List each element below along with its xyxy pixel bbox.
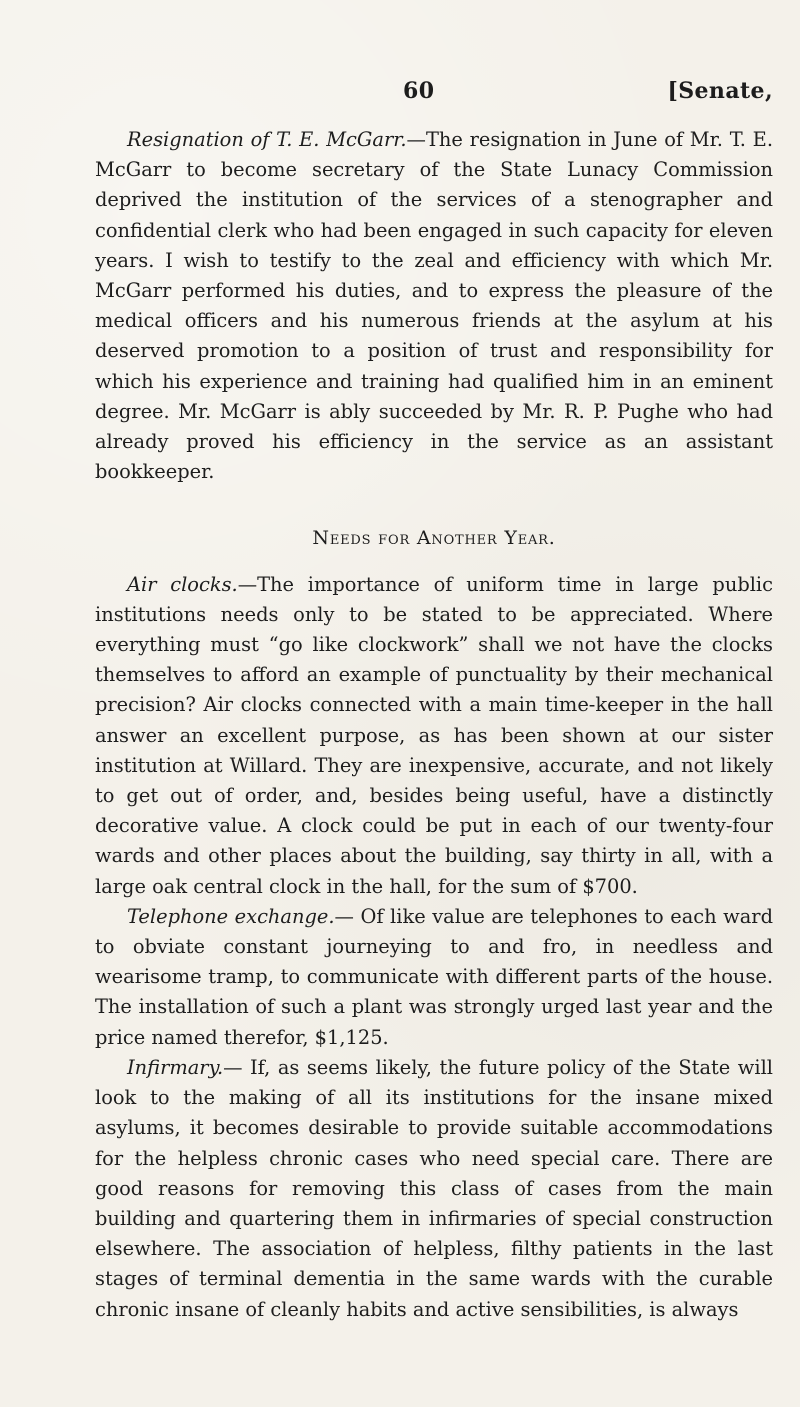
section-heading: Needs for Another Year. bbox=[312, 527, 556, 550]
page-number: 60 bbox=[403, 78, 435, 104]
running-head: [Senate, bbox=[667, 78, 773, 104]
paragraph-air-clocks bbox=[95, 570, 773, 902]
paragraph-text: — Of like value are telephones to each ward to obviate constant journeying to and fro, in needless and wearisome tramp, to communicate with different parts of the house. The installation of such a plant was strongly urged last year and the price named therefor, $1,125. bbox=[95, 904, 773, 1049]
document-body bbox=[95, 125, 773, 1325]
paragraph-title: Infirmary. bbox=[127, 1055, 224, 1079]
paragraph-title: Telephone exchange. bbox=[127, 904, 335, 928]
page-header bbox=[95, 78, 773, 112]
paragraph-title: Air clocks. bbox=[127, 572, 238, 596]
paragraph-infirmary bbox=[95, 1053, 773, 1325]
paragraph-telephone-exchange bbox=[95, 902, 773, 1053]
paragraph-title: Resignation of T. E. McGarr. bbox=[127, 128, 407, 151]
paragraph-text: — If, as seems likely, the future policy of the State will look to the making of all its institutions for the insane mixed asylums, it becomes desirable to provide suitable accommodations for the helpless chronic cases who need special care. There are good reasons for removing this class of cases from the main building and quartering them in infirmaries of special construction elsewhere. The association of helpless, filthy patients in the last stages of terminal dementia in the same wards with the curable chronic insane of cleanly habits and active sensibilities, is always bbox=[95, 1055, 773, 1321]
paragraph-text: —The resignation in June of Mr. T. E. McGarr to become secretary of the State Lunacy Commission deprived the institution of the services of a stenographer and confidential clerk who had been engaged in such capacity for eleven years. I wish to testify to the zeal and efficiency with which Mr. McGarr performed his duties, and to express the pleasure of the medical officers and his numerous friends at the asylum at his deserved promotion to a position of trust and responsibility for which his experience and training had qualified him in an eminent degree. Mr. McGarr is ably succeeded by Mr. R. P. Pughe who had already proved his efficiency in the service as an assistant bookkeeper. bbox=[95, 128, 773, 484]
paragraph-resignation bbox=[95, 125, 773, 487]
paragraph-text: —The importance of uniform time in large public institutions needs only to be stated to be appreciated. Where everything must “go like clockwork” shall we not have the clocks themselves to afford an example of punctuality by their mechanical precision? Air clocks connected with a main time-keeper in the hall answer an excellent purpose, as has been shown at our sister institution at Willard. They are inexpensive, accurate, and not likely to get out of order, and, besides being useful, have a distinctly decorative value. A clock could be put in each of our twenty-four wards and other places about the building, say thirty in all, with a large oak central clock in the hall, for the sum of $700. bbox=[95, 572, 773, 898]
